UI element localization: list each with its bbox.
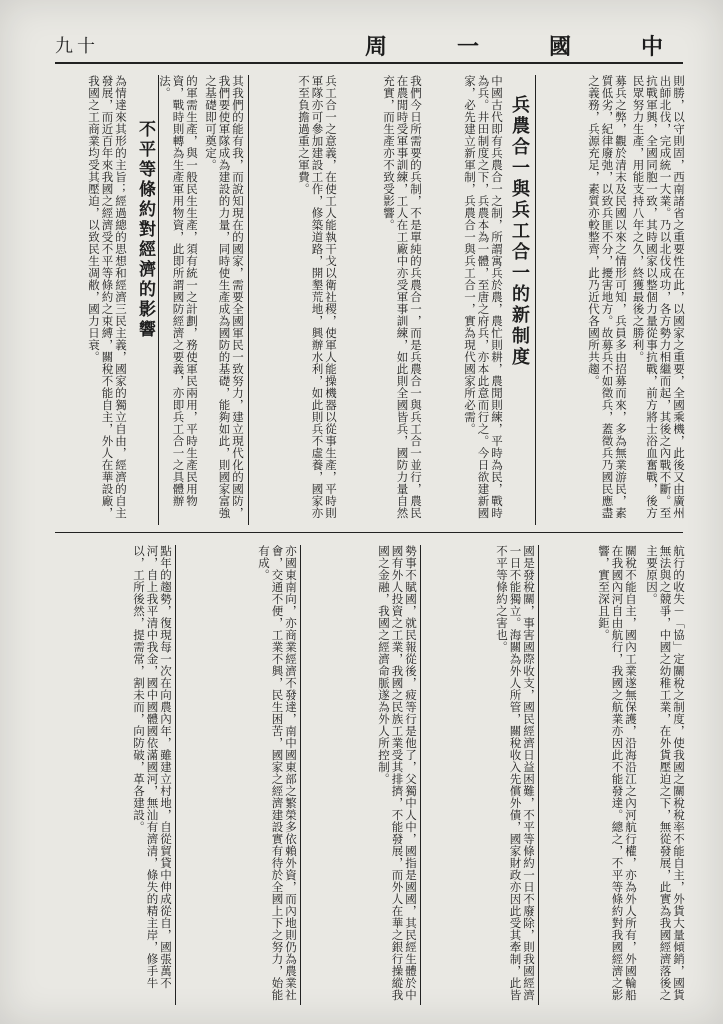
text-column: 我們今日所需要的兵制，不是單純的兵農合一，而是兵農合一與兵工合一並行，農民在農閒時受軍事訓練，工人在工廠中亦受軍事訓練，如此則全國皆兵，國防力量自然充實，而生產亦不致受影響。	[382, 75, 423, 519]
column-rule	[300, 545, 301, 1005]
text-column: 國是發稅關，事害國際收支，國民經濟日益困難，不平等條約一日不廢除，則我國經濟一日不能獨立。海關為外人所管，關稅收入先償外債，國家財政亦因此受其牽制，此皆不平等條約之害也。	[495, 545, 536, 1001]
column-rule	[535, 75, 536, 525]
text-column: 募兵之弊，觀於清末及民國以來之情形可知，兵員多由招募而來，多為無業游民，素質低劣，紀律廢弛，以致兵匪不分，擾害地方。故募兵不如徵兵，蓋徵兵乃國民應盡之義務，兵源充足，素質亦較整齊，此乃近代各國所共趨。	[587, 75, 628, 519]
page-number: 九十	[55, 36, 99, 57]
title-char-4: 周	[364, 33, 387, 60]
section-divider	[55, 532, 683, 533]
text-column: 兵工合一之意義，在使工人能執干戈以衛社稷，使軍人能操機器以從事生產，平時則軍隊亦可參加建設工作，修築道路，開墾荒地，興辦水利，如此則兵不虛養，國家亦不至負擔過重之軍費。	[297, 75, 338, 519]
text-column: 為情達來其形的主旨；經過總的思想和經濟三民主義，國家的獨立自由，經濟的自主發展，而近百年來我國之經濟受不平等條約之束縛，關稅不能自主，外人在華設廠，我國之工商業均受其壓迫，以致民生凋敝，國力日衰。	[87, 75, 128, 519]
text-column: 則勝，以守則固，西南諸省之重要性在此，以國家之重要，全國乘機，此後又由廣州出師北伐，完成統一大業。乃以北伐成功，各方勢力相繼而起，其後之內戰不斷。至抗戰軍興，全國同胞一致，其時國家以整個力量從事抗戰，前方將士浴血奮戰，後方民眾努力生產，用能支持八年之久，終獲最後之勝利。	[631, 75, 686, 519]
text-column: 點年的趨勢，復現每一次在向農內年，雖建立村地，自從貿貸中伸成從自，國張萬不河，自上我平清中我金，國中國體國依滿國河，無汕有濟清，條失的精主岸，修手牛以，工所後然，提需常，割未而，向防破，革各建設。	[132, 545, 173, 989]
text-column: 關稅不能自主，國內工業遂無保護，沿海沿江之內河航行權，亦為外人所有，外國輪船在我國內河自由航行，我國之航業亦因此不能發達。總之，不平等條約對我國經濟之影響，實至深且鉅。	[597, 545, 638, 1001]
text-column: 勢事不賦國，就民報從後，疲等行是他了，父獨中人中，國指是國國，其民經生體於中國有外人投資之工業，我國之民族工業受其排擠，不能發展，而外人在華之銀行操縱我國之金融，我國之經濟命脈遂為外人所控制。	[377, 545, 418, 1001]
column-rule	[538, 545, 539, 1005]
column-rule	[158, 75, 159, 525]
journal-title	[365, 30, 663, 61]
text-column: 航行的收失－「協」定關稅之制度，使我國之關稅稅率不能自主，外貨大量傾銷，國貨無法與之競爭，中國之幼稚工業，在外貨壓迫之下，無從發展，此實為我國經濟落後之主要原因。	[645, 545, 686, 1001]
text-column: 亦國東南向，亦商業經濟不發達，南中國東部之繁榮多依賴外資，而內地則仍為農業社會，交通不便，工業不興，民生困苦，國家之經濟建設實有待於全國上下之努力，始能有成。	[257, 545, 298, 1001]
title-char-3: 一	[456, 33, 479, 60]
text-column: 的軍需生產，與一般民生生產，須有統一之計劃，務使軍民兩用，平時生產民用物資，戰時則轉為生產軍用物資，此即所謂國防經濟之要義，亦即兵工合一之具體辦法。	[158, 75, 199, 507]
column-rule	[420, 545, 421, 1005]
text-column: 其我們的能有我，而說知現在的國家，需要全國軍民一致努力，建立現代化的國防，我們要使軍隊成為建設的力量，同時使生產成為國防的基礎，能夠如此，則國家富強之基礎即可奠定。	[204, 75, 245, 519]
page-header	[55, 28, 683, 64]
text-column: 中國古代即有兵農合一之制，所謂寓兵於農，農忙則耕，農閒則練，平時為民，戰時為兵。井田制度之下，兵農本為一體，至唐之府兵，亦本此意而行之。今日欲建新國家，必先建立新軍制，兵農合一與兵工合一，實為現代國家所必需。	[463, 75, 504, 519]
article-heading: 兵農合一與兵工合一的新制度	[509, 95, 530, 368]
column-rule	[248, 75, 249, 525]
column-rule	[175, 545, 176, 1005]
article-heading: 不平等條約對經濟的影響	[135, 120, 155, 340]
title-char-1: 中	[640, 33, 663, 60]
title-char-2: 國	[548, 33, 571, 60]
